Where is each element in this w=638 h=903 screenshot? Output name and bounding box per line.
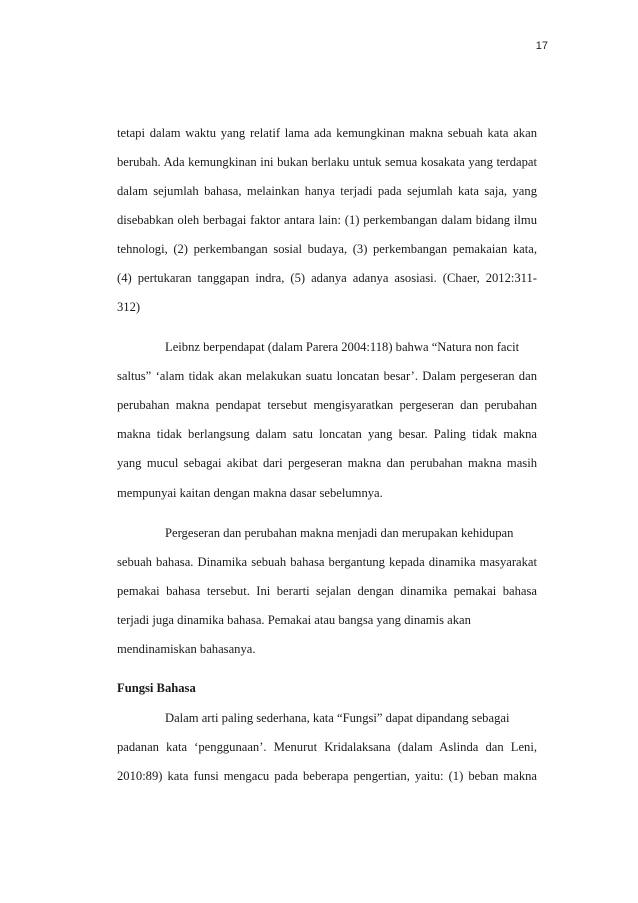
section-line-1: Dalam arti paling sederhana, kata “Fungsi” dapat dipandang sebagai <box>165 711 510 725</box>
paragraph-2-line-2: saltus” ‘alam tidak akan melakukan suatu loncatan besar’. Dalam pergeseran dan <box>117 369 537 383</box>
paragraph-1-line-2: berubah. Ada kemungkinan ini bukan berlaku untuk semua kosakata yang terdapat <box>117 155 537 169</box>
paragraph-1-line-7: 312) <box>117 300 141 314</box>
paragraph-1-line-6: (4) pertukaran tanggapan indra, (5) adanya adanya asosiasi. (Chaer, 2012:311- <box>117 271 537 285</box>
paragraph-3-line-1: Pergeseran dan perubahan makna menjadi dan merupakan kehidupan <box>165 526 514 540</box>
paragraph-3-line-5: mendinamiskan bahasanya. <box>117 642 256 656</box>
section-line-2: padanan kata ‘penggunaan’. Menurut Kridalaksana (dalam Aslinda dan Leni, <box>117 740 537 754</box>
paragraph-2-line-1: Leibnz berpendapat (dalam Parera 2004:118) bahwa “Natura non facit <box>165 340 520 354</box>
paragraph-2-line-6: mempunyai kaitan dengan makna dasar sebelumnya. <box>117 486 383 500</box>
paragraph-1-line-3: dalam sejumlah bahasa, melainkan hanya terjadi pada sejumlah kata saja, yang <box>117 184 537 198</box>
page-number: 17 <box>535 40 548 52</box>
paragraph-3-line-3: pemakai bahasa tersebut. Ini berarti sejalan dengan dinamika pemakai bahasa <box>117 584 537 598</box>
paragraph-2-line-4: makna tidak berlangsung dalam satu loncatan yang besar. Paling tidak makna <box>117 427 537 441</box>
section-heading: Fungsi Bahasa <box>117 681 196 695</box>
paragraph-3-line-2: sebuah bahasa. Dinamika sebuah bahasa bergantung kepada dinamika masyarakat <box>117 555 537 569</box>
paragraph-1-line-5: tehnologi, (2) perkembangan sosial budaya, (3) perkembangan pemakaian kata, <box>117 242 537 256</box>
section-line-3: 2010:89) kata funsi mengacu pada beberapa pengertian, yaitu: (1) beban makna <box>117 769 537 783</box>
paragraph-3-line-4: terjadi juga dinamika bahasa. Pemakai atau bangsa yang dinamis akan <box>117 613 471 627</box>
paragraph-1-line-4: disebabkan oleh berbagai faktor antara lain: (1) perkembangan dalam bidang ilmu <box>117 213 537 227</box>
paragraph-1-line-1: tetapi dalam waktu yang relatif lama ada kemungkinan makna sebuah kata akan <box>117 126 537 140</box>
paragraph-2-line-3: perubahan makna pendapat tersebut mengisyaratkan pergeseran dan perubahan <box>117 398 537 412</box>
paragraph-2-line-5: yang mucul sebagai akibat dari pergeseran makna dan perubahan makna masih <box>117 456 537 470</box>
